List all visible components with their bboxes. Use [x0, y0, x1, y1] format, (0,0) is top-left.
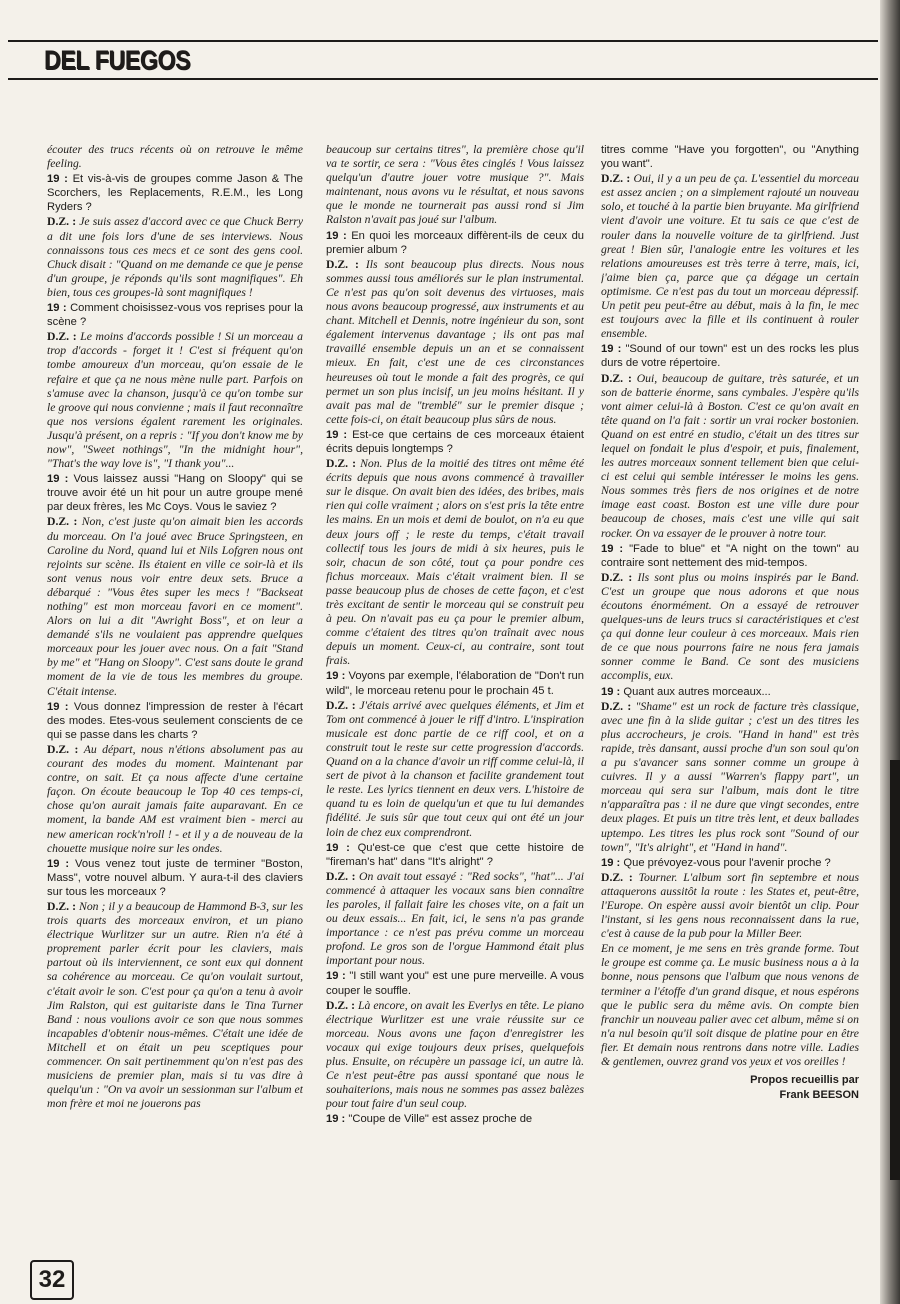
speaker-label-interviewer: 19 :: [601, 685, 621, 698]
question-paragraph: [47, 301, 303, 329]
speaker-label-interviewer: 19 :: [601, 542, 624, 555]
speaker-label-interviewer: 19 :: [47, 857, 70, 870]
question-paragraph: [47, 700, 303, 742]
paragraph-text: titres comme "Have you forgotten", ou "Anything you want".: [601, 144, 859, 171]
paragraph-text: On avait tout essayé : "Red socks", "hat"... J'ai commencé à attaquer les vocaux sans bien connaître les paroles, il fallait faire les choses vite, on a fait un ou deux essais... En fait, ici, le sens n'a pas grande importance : ce n'est pas prévu comme un morceau profond. Le gros son de l'orgue Hammond était plus important pour nous.: [326, 869, 584, 968]
answer-paragraph: [47, 900, 303, 1111]
paragraph-text: "I still want you" est une pure merveille. A vous couper le souffle.: [326, 970, 584, 997]
speaker-label-dz: D.Z. :: [326, 869, 356, 883]
answer-paragraph: [601, 372, 859, 541]
paragraph-text: Le moins d'accords possible ! Si un morceau a trop d'accords - forget it ! C'est si fréquent qu'on tombe amoureux d'un morceau, qu'on essaie de le refaire et que ça ne nous mène nulle part. Parfois on s'amuse avec la chanson, jusqu'à ce qu'on tombe sur le groove qui nous convienne ; mais il faut reconnaître que nos versions égalent rarement les originales. Jusqu'à présent, on a repris : "If you don't know me by now", "Sweet nothings", "In the midnight hour", "That's the way love is", "I thank you"...: [47, 330, 303, 471]
speaker-label-dz: D.Z. :: [47, 742, 79, 756]
signature-author: Frank BEESON: [779, 1089, 859, 1102]
question-paragraph: [47, 472, 303, 514]
paragraph-text: En ce moment, je me sens en très grande forme. Tout le groupe est comme ça. Le music business nous a à la bonne, nous pensons que l'album que nous venons de terminer a l'étoffe d'un grand disque, et nous espérons que le public sera du même avis. On compte bien franchir un nouveau palier avec cet album, même si on n'a nul besoin qu'il soit disque de platine pour en être fier. Et demain nous rentrons dans notre ville. Ladies & gentlemen, ouvrez grand vos yeux et vos oreilles !: [601, 942, 859, 1068]
question-paragraph: [601, 143, 859, 171]
answer-paragraph: [326, 699, 584, 840]
answer-paragraph: [326, 999, 584, 1112]
answer-paragraph: [326, 143, 584, 228]
question-paragraph: [326, 969, 584, 997]
question-paragraph: [601, 685, 859, 699]
text-column-2: [326, 143, 584, 1271]
paragraph-text: Vous venez tout juste de terminer "Boston, Mass", votre nouvel album. Y aura-t-il des claviers sur tous les morceaux ?: [47, 857, 303, 898]
answer-paragraph: [326, 870, 584, 969]
answer-paragraph: [47, 515, 303, 698]
paragraph-text: Que prévoyez-vous pour l'avenir proche ?: [623, 856, 831, 869]
answer-paragraph: [601, 942, 859, 1069]
question-paragraph: [47, 172, 303, 214]
answer-paragraph: [601, 571, 859, 684]
speaker-label-dz: D.Z. :: [601, 870, 633, 884]
question-paragraph: [601, 342, 859, 370]
page-title: DEL FUEGOS: [44, 45, 191, 75]
paragraph-text: Est-ce que certains de ces morceaux étaient écrits depuis longtemps ?: [326, 428, 584, 455]
speaker-label-interviewer: 19 :: [326, 428, 348, 441]
paragraph-text: Oui, beaucoup de guitare, très saturée, et un son de batterie énorme, sans cymbales. J'espère qu'ils vont aimer celui-là à Boston. C'est ce qu'on avait en tête quand on l'a fait : sortir un vrai rocker bostonien. Quand on est entré en studio, c'était un des titres sur lequel on fondait le plus d'espoir, et puis, finalement, les autres morceaux sonnent tellement bien que celui-ci est celui qui semble intéresser le moins les gens. Nous sommes très fiers de nos origines et de notre image east coast. Boston est une ville dure pour beaucoup de choses, mais c'est une ville qui sait rocker. On va essayer de le prouver à notre tour.: [601, 371, 859, 540]
speaker-label-dz: D.Z. :: [601, 172, 631, 186]
speaker-label-dz: D.Z. :: [47, 899, 76, 913]
signature-line-1: Propos recueillis par: [750, 1074, 859, 1087]
header-rule-top: [8, 40, 878, 42]
speaker-label-interviewer: 19 :: [326, 1113, 346, 1126]
question-paragraph: [326, 669, 584, 697]
answer-paragraph: [47, 330, 303, 471]
speaker-label-interviewer: 19 :: [47, 302, 67, 315]
answer-paragraph: [326, 258, 584, 427]
binding-shadow: [890, 760, 900, 1180]
answer-paragraph: [601, 172, 859, 341]
paragraph-text: Ils sont beaucoup plus directs. Nous nous sommes aussi tous améliorés sur le plan instrumental. Ce n'est pas qu'on soit devenus des virtuoses, mais nous avons beaucoup progressé, aux instruments et au chant. Mitchell et Dennis, notre ingénieur du son, sont également intervenus davantage ; ils ont pas mal travaillé ensemble depuis un an et se connaissent mieux. En fait, c'est une de ces circonstances heureuses où tout le monde a fait des progrès, ce qui permet un son plus incisif, un jeu moins hésitant. Il y avait pas mal de "tremblé" sur le premier disque ; cette fois-ci, on était beaucoup plus sûrs de nous.: [326, 257, 584, 426]
paragraph-text: "Shame" est un rock de facture très classique, avec une fin à la slide guitar ; c'est un des titres les plus accrocheurs, je crois. "Hand in hand" est très rapide, très dansant, aussi proche d'un son soul qu'on a pu s'avancer sans sonner comme un groupe à cuivres. Il y a aussi "Warren's flappy part", un morceau qui sera sur l'album, mais dont le titre n'apparaîtra pas : il ne dure que vingt secondes, entre deux plages. Et puis un titre très lent, et deux ballades uptempo. Les titres les plus rock sont "Sound of our town", "It's alright", et "Hand in hand".: [601, 699, 859, 854]
answer-paragraph: [47, 743, 303, 856]
speaker-label-dz: D.Z. :: [601, 371, 632, 385]
speaker-label-dz: D.Z. :: [47, 215, 77, 229]
paragraph-text: "Fade to blue" et "A night on the town" au contraire sont nettement des mid-tempos.: [601, 542, 859, 569]
speaker-label-dz: D.Z. :: [326, 698, 356, 712]
question-paragraph: [47, 857, 303, 899]
answer-paragraph: [47, 215, 303, 300]
question-paragraph: [326, 1112, 584, 1126]
speaker-label-interviewer: 19 :: [47, 700, 69, 713]
paragraph-text: "Sound of our town" est un des rocks les plus durs de votre répertoire.: [601, 343, 859, 370]
speaker-label-dz: D.Z. :: [326, 998, 355, 1012]
speaker-label-interviewer: 19 :: [601, 856, 621, 869]
speaker-label-interviewer: 19 :: [326, 670, 346, 683]
paragraph-text: En quoi les morceaux diffèrent-ils de ceux du premier album ?: [326, 229, 584, 256]
paragraph-text: Voyons par exemple, l'élaboration de "Don't run wild", le morceau retenu pour le prochain 45 t.: [326, 670, 584, 697]
header-rule-bottom: [8, 78, 878, 80]
paragraph-text: Qu'est-ce que c'est que cette histoire de "fireman's hat" dans "It's alright" ?: [326, 841, 584, 868]
speaker-label-dz: D.Z. :: [601, 570, 633, 584]
question-paragraph: [601, 856, 859, 870]
paragraph-text: écouter des trucs récents où on retrouve le même feeling.: [47, 143, 303, 171]
speaker-label-interviewer: 19 :: [326, 970, 346, 983]
paragraph-text: Et vis-à-vis de groupes comme Jason & The Scorchers, les Replacements, R.E.M., les Long Ryders ?: [47, 173, 303, 214]
speaker-label-dz: D.Z. :: [326, 457, 357, 471]
question-paragraph: [326, 229, 584, 257]
paragraph-text: Non. Plus de la moitié des titres ont même été écrits depuis que nous avons commencé à travailler sur le disque. On avait bien des idées, des bribes, mais rien qui colle vraiment ; alors on s'est pris la tête entre les mains. En un mois et demi de boulot, on n'a eu que deux jours off ; le reste du temps, c'était travail collectif tous les jours de midi à six heures, puis le soir, chacun de son côté, tout ça pour pondre ces fichus morceaux. Mais c'était vraiment bien. Il se passe beaucoup plus de choses de cette façon, et c'est très excitant de sentir le morceau qui se construit peu à peu. On n'avait pas eu ça pour le premier album, comme c'étaient des titres qu'on traînait avec nous depuis un moment. Ceux-ci, au contraire, sont tout frais.: [326, 457, 584, 668]
paragraph-text: Vous laissez aussi "Hang on Sloopy" qui se trouve avoir été un hit pour un autre groupe mené par deux frères, les Mc Coys. Vous le saviez ?: [47, 473, 303, 514]
speaker-label-interviewer: 19 :: [601, 343, 622, 356]
speaker-label-interviewer: 19 :: [326, 841, 350, 854]
speaker-label-interviewer: 19 :: [47, 473, 69, 486]
paragraph-text: Comment choisissez-vous vos reprises pour la scène ?: [47, 302, 303, 329]
paragraph-text: Tourner. L'album sort fin septembre et nous attaquerons aussitôt la route : les States et, peut-être, l'Europe. On espère aussi avoir bientôt un clip. Pour l'instant, si les gens nous reconnaissent dans la rue, c'est à cause de la pub pour la Miller Beer.: [601, 870, 859, 941]
text-column-3: [601, 143, 859, 1271]
question-paragraph: [326, 841, 584, 869]
speaker-label-dz: D.Z. :: [47, 330, 77, 344]
speaker-label-dz: D.Z. :: [326, 257, 359, 271]
speaker-label-dz: D.Z. :: [47, 515, 78, 529]
answer-paragraph: [601, 700, 859, 855]
answer-paragraph: [47, 143, 303, 171]
question-paragraph: [601, 542, 859, 570]
paragraph-text: Je suis assez d'accord avec ce que Chuck Berry a dit une fois lors d'une de ses interviews. Nous connaissons tous ces mecs et ce sont des gens cool. Chuck disait : "Quand on me demande ce que je pense d'un groupe, je réponds qu'ils sont magnifiques". Eh bien, tous ces groupes-là sont magnifiques !: [47, 215, 303, 299]
paragraph-text: Non, c'est juste qu'on aimait bien les accords du morceau. On l'a joué avec Bruce Springsteen, en Caroline du Nord, quand lui et Nils Lofgren nous ont rejoints sur scène. Ils étaient en ville ce soir-là et ils sont venus nous voir entre deux sets. Bruce a débarqué : "Vous êtes super les mecs ! "Backseat nothing" est mon morceau favori en ce moment". Alors on lui a dit "Awright Boss", et on leur a demandé s'ils ne voulaient pas apprendre quelques morceaux pour les jouer avec nous. On a fait "Stand by me" et "Hang on Sloopy". C'est sans doute le grand moment de la vie de tous les membres du groupe. C'était intense.: [47, 515, 303, 698]
paragraph-text: Vous donnez l'impression de rester à l'écart des modes. Etes-vous seulement conscients de ce qui se passe dans les charts ?: [47, 700, 303, 741]
speaker-label-interviewer: 19 :: [47, 173, 68, 186]
speaker-label-dz: D.Z. :: [601, 699, 632, 713]
question-paragraph: [326, 428, 584, 456]
text-column-1: [47, 143, 303, 1271]
speaker-label-interviewer: 19 :: [326, 229, 347, 242]
paragraph-text: Oui, il y a un peu de ça. L'essentiel du morceau est assez ancien ; on a simplement rajouté un nouveau solo, et touché à la partie bien bruyante. Ma girlfriend vient d'avoir une voiture. Et tu sais ce que c'est de rouler dans la nouvelle voiture de ta girlfriend. Just great ! Bien sûr, l'analogie entre les voitures et les relations amoureuses est très terre à terre, mais, ici, j'aime bien ça, parce que ça dégage un certain optimisme. Ce n'est pas du tout un morceau dépressif. Un petit peu peut-être au début, mais à la fin, le mec est toujours avec la fille et ils continuent à rouler ensemble.: [601, 172, 859, 341]
paragraph-text: "Coupe de Ville" est assez proche de: [348, 1113, 533, 1126]
answer-paragraph: [326, 457, 584, 668]
paragraph-text: Quant aux autres morceaux...: [623, 685, 771, 698]
paragraph-text: Là encore, on avait les Everlys en tête. Le piano électrique Wurlitzer est une vraie réussite sur ce morceau. Nous avons une façon d'enregistrer les vocaux qui exige toujours deux prises, quelquefois plus. Ensuite, on récupère un passage ici, un autre là. Ce n'est peut-être pas aussi spontané que nous le souhaiterions, mais nous ne sommes pas assez balèzes pour tout faire d'un seul coup.: [326, 998, 584, 1111]
answer-paragraph: [601, 871, 859, 941]
page-number: 32: [30, 1260, 74, 1300]
paragraph-text: Ils sont plus ou moins inspirés par le Band. C'est un groupe que nous adorons et que nous écoutons énormément. On a essayé de retrouver quelques-uns de leurs trucs si caractéristiques et c'est ça qui donne leur couleur à ces morceaux. Mais rien de ce que nous pourrons faire ne nous fera jamais sonner comme le Band. Ce sont des musiciens accomplis, eux.: [601, 570, 859, 683]
paragraph-text: J'étais arrivé avec quelques éléments, et Jim et Tom ont commencé à jouer le riff d'intro. L'inspiration musicale est donc partie de ce riff cool, et on a construit tout le reste sur cette progression d'accords. Quand on a la chance d'avoir un riff comme celui-là, il sert de pivot à la chanson et facilite grandement tout le reste. Les lyrics tiennent en deux vers. L'histoire de quand tu es loin de quelqu'un et que tu lui demandes fidélité. Je suis sûr que tout ceux qui ont été un jour loin de chez eux comprendront.: [326, 698, 584, 839]
paragraph-text: Au départ, nous n'étions absolument pas au courant des modes du moment. Maintenant par contre, on sait. Et ça nous affecte d'une certaine façon. On écoute beaucoup le Top 40 ces temps-ci, chose qu'on aurait jamais faite auparavant. En ce moment, la bande AM est vraiment bien - merci au new american rock'n'roll ! - et il y a de nouveau de la chouette musique noire sur les ondes.: [47, 742, 303, 855]
signature: [601, 1073, 859, 1103]
paragraph-text: beaucoup sur certains titres", la première chose qu'il va te sortir, ce sera : "Vous êtes cinglés ! Vous laissez quelqu'un d'autre jouer votre musique ?". Mais maintenant, nous avons vu le résultat, et nous savons que le monde ne tournerait pas aussi rond si Jim Ralston n'avait pas joué sur l'album.: [326, 143, 584, 227]
paragraph-text: Non ; il y a beaucoup de Hammond B-3, sur les trois quarts des morceaux environ, et un piano électrique Wurlitzer sur un autre. Rien n'a été à proprement parler écrit pour les claviers, mais partout où ils interviennent, ce sont eux qui donnent sa cohérence au morceau. Ce qu'on voulait surtout, c'était avoir le son. C'est pour ça qu'on a tenu à avoir Jim Ralston, qui est guitariste dans le Tina Turner Band : nous voulions avoir ce son que nous sommes incapables d'obtenir nous-mêmes. C'était une idée de Mitchell et on était un peu sceptiques pour commencer. On sait pertinemment qu'on n'est pas des musiciens de premier plan, mais si tu vas dire à quelqu'un : "On va avoir un sessionman sur l'album et mon frère et moi ne jouerons pas: [47, 899, 303, 1111]
